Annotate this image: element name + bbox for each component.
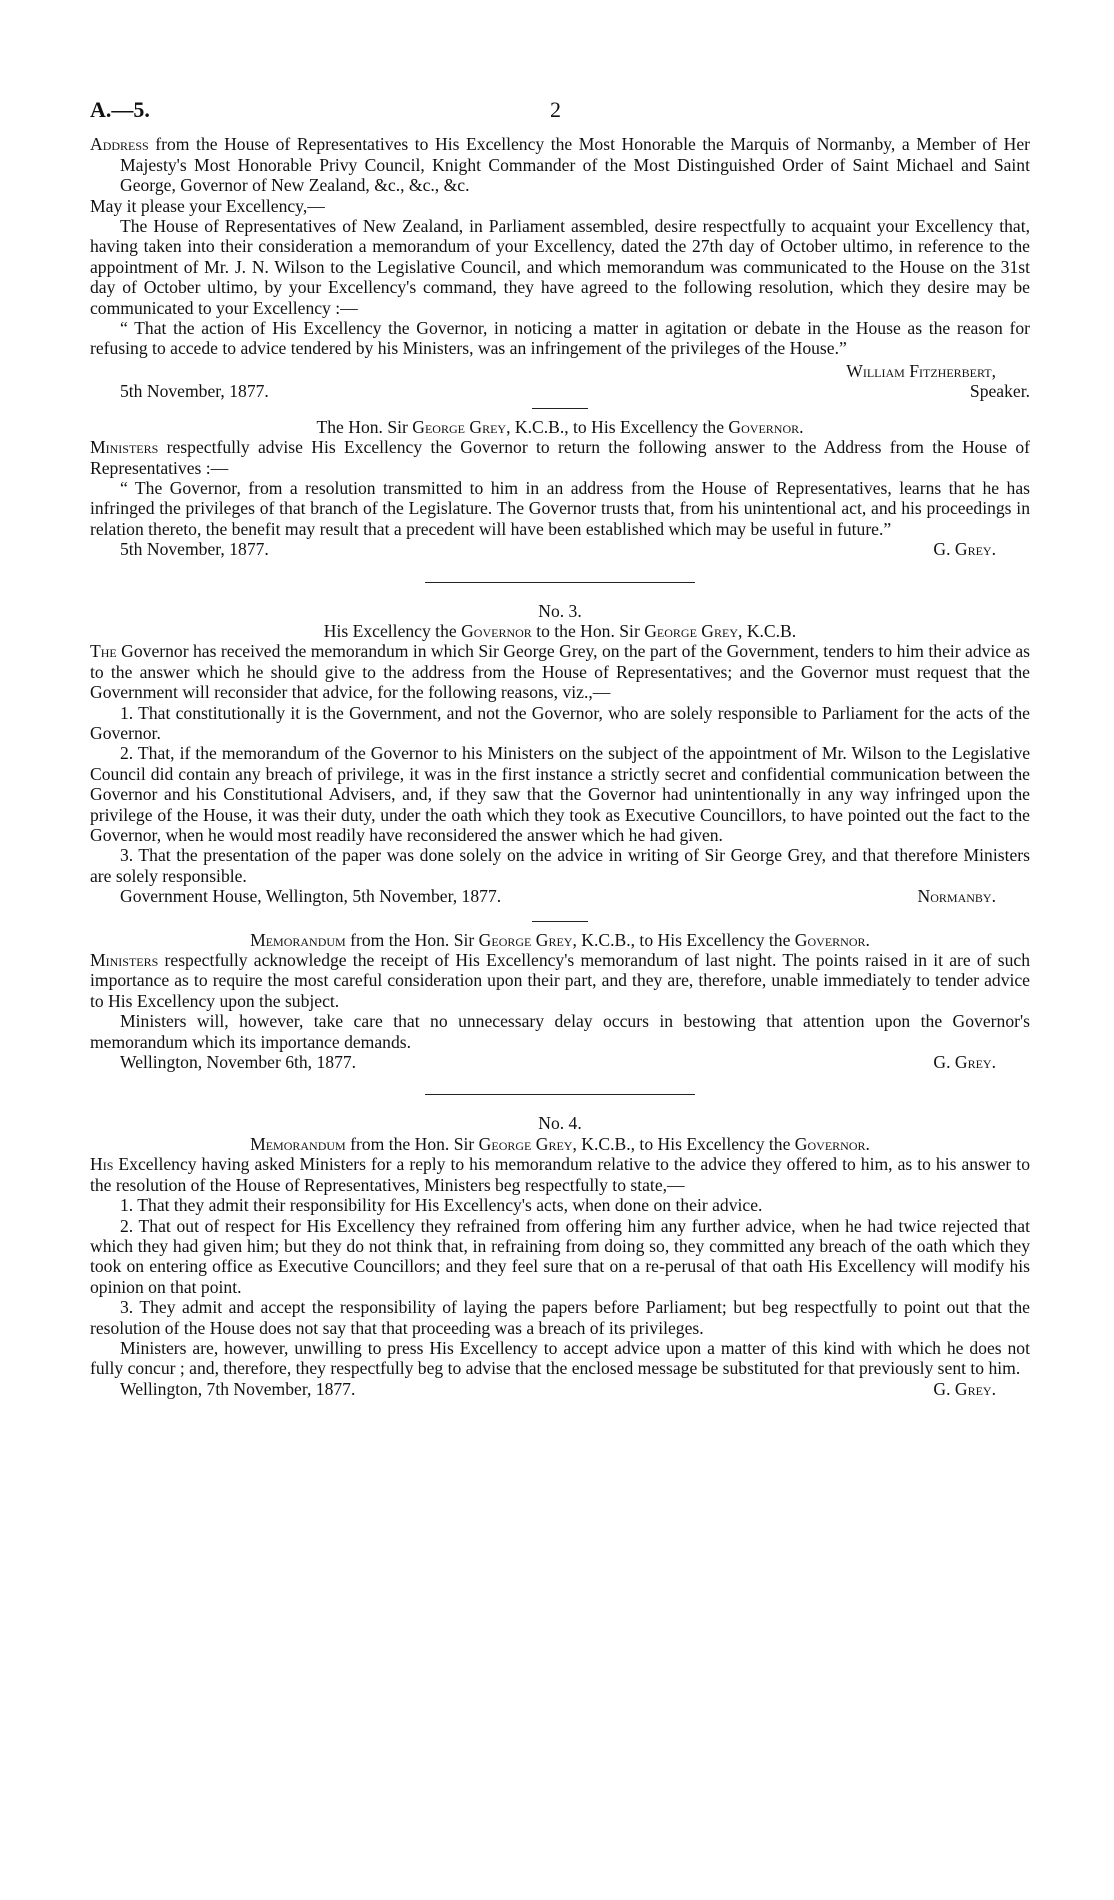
address-section <box>90 134 1030 401</box>
address-first-word: Address <box>90 134 149 155</box>
no4-signature: G. Grey. <box>933 1378 996 1399</box>
no3-number: No. 3. <box>538 600 582 621</box>
memo1-intro: Ministers respectfully advise His Excellency the Governor to return the following answer to the Address from the House of Representatives :— <box>90 437 1030 478</box>
address-signatory-title: Speaker. <box>969 381 1030 402</box>
page-number: 2 <box>550 97 561 122</box>
no3-place-date: Government House, Wellington, 5th November, 1877. <box>120 886 502 907</box>
memo1-signature: G. Grey. <box>933 539 996 560</box>
page-header <box>90 97 1030 122</box>
no3-intro: The Governor has received the memorandum in which Sir George Grey, on the part of the Government, tenders to him their advice as to the answer which he should give to the address from the House of Representatives; and the Governor must request that the Government will reconsider that advice, for the following reasons, viz.,— <box>90 641 1030 703</box>
address-heading-text: from the House of Representatives to His Excellency the Most Honorable the Marquis of Normanby, a Member of Her Majesty's Most Honorable Privy Council, Knight Commander of the Most Distinguished Order of Saint Michael and Saint George, Governor of New Zealand, &c., &c., &c. <box>120 134 1030 196</box>
memo1-heading: The Hon. Sir George Grey, K.C.B., to His Excellency the Governor. <box>316 416 804 437</box>
address-date: 5th November, 1877. <box>120 381 269 402</box>
memo2-heading: Memorandum from the Hon. Sir George Grey, K.C.B., to His Excellency the Governor. <box>250 929 870 950</box>
memo1-date-row <box>90 539 1030 559</box>
no3-signature: Normanby. <box>917 886 996 907</box>
memo2-para-2: Ministers will, however, take care that no unnecessary delay occurs in bestowing that attention upon the Governor's memorandum which its importance demands. <box>90 1011 1030 1052</box>
section-divider <box>425 582 695 583</box>
section-divider <box>532 408 588 409</box>
address-date-row <box>90 381 1030 401</box>
no4-item-3: 3. They admit and accept the responsibility of laying the papers before Parliament; but beg respectfully to point out that the resolution of the House does not say that that proceeding was a breach of its privileges. <box>90 1297 1030 1338</box>
memo1-date: 5th November, 1877. <box>120 539 269 560</box>
address-body: The House of Representatives of New Zealand, in Parliament assembled, desire respectfully to acquaint your Excellency that, having taken into their consideration a memorandum of your Excellency, dated the 27th day of October ultimo, in reference to the appointment of Mr. J. N. Wilson to the Legislative Council, and which memorandum was communicated to the House on the 31st day of October ultimo, by your Excellency's command, they have agreed to the following resolution, which they desire may be communicated to your Excellency :— <box>90 216 1030 318</box>
memo2-para-1: Ministers respectfully acknowledge the receipt of His Excellency's memorandum of last night. The points raised in it are of such importance as to require the most careful consideration upon their part, and they are, therefore, unable immediately to tender advice to His Excellency upon the subject. <box>90 950 1030 1011</box>
address-salutation: May it please your Excellency,— <box>90 195 325 216</box>
no3-item-1: 1. That constitutionally it is the Government, and not the Governor, who are solely responsible to Parliament for the acts of the Governor. <box>90 702 1030 743</box>
section-divider <box>532 921 588 922</box>
no3-date-row <box>90 886 1030 906</box>
no3-item-2: 2. That, if the memorandum of the Governor to his Ministers on the subject of the appointment of Mr. Wilson to the Legislative Council did contain any breach of privilege, it was in the first instance a strictly secret and confidential communication between the Governor and his Constitutional Advisers, and, if they saw that the Governor had unintentionally in any way infringed upon the privilege of the House, it was their duty, under the oath which they took as Executive Councillors, to have pointed out the fact to the Governor, when he would most readily have reconsidered the answer which he had given. <box>90 743 1030 845</box>
no4-item-1: 1. That they admit their responsibility for His Excellency's acts, when done on their advice. <box>120 1195 763 1216</box>
memo-acknowledgement <box>90 930 1030 1073</box>
no4-date-row <box>90 1379 1030 1399</box>
no4-section <box>90 1113 1030 1399</box>
no3-section <box>90 601 1030 907</box>
section-divider <box>425 1094 695 1095</box>
memo-ministers-advice <box>90 417 1030 560</box>
memo2-date-row <box>90 1052 1030 1072</box>
no3-heading: His Excellency the Governor to the Hon. Sir George Grey, K.C.B. <box>323 620 797 641</box>
memo2-place-date: Wellington, November 6th, 1877. <box>120 1052 357 1073</box>
no4-item-2: 2. That out of respect for His Excellency they refrained from offering him any further advice, when he had twice rejected that which they had given him; but they do not think that, in refraining from doing so, they committed any breach of the oath which they took on entering office as Executive Councillors; and they feel sure that on a re-perusal of that oath His Excellency will modify his opinion on that point. <box>90 1215 1030 1297</box>
address-signatory: William Fitzherbert, <box>846 360 996 381</box>
no4-number: No. 4. <box>538 1113 582 1134</box>
memo2-signature: G. Grey. <box>933 1052 996 1073</box>
no4-intro: His Excellency having asked Ministers for a reply to his memorandum relative to the advice they offered to him, as to his answer to the resolution of the House of Representatives, Ministers beg respectfully to state,— <box>90 1154 1030 1195</box>
address-resolution: “ That the action of His Excellency the Governor, in noticing a matter in agitation or debate in the House as the reason for refusing to accede to advice tendered by his Ministers, was an infringement of the privileges of the House.” <box>90 318 1030 359</box>
memo1-quote: “ The Governor, from a resolution transmitted to him in an address from the House of Representatives, learns that he has infringed the privileges of that branch of the Legislature. The Governor trusts that, from his unintentional act, and his proceedings in relation thereto, the benefit may result that a precedent will have been established which may be useful in future.” <box>90 477 1030 539</box>
no4-heading: Memorandum from the Hon. Sir George Grey, K.C.B., to His Excellency the Governor. <box>250 1133 870 1154</box>
no4-closing: Ministers are, however, unwilling to press His Excellency to accept advice upon a matter of this kind with which he does not fully concur ; and, therefore, they respectfully beg to advise that the enclosed message be substituted for that previously sent to him. <box>90 1337 1030 1379</box>
address-heading <box>90 134 1030 195</box>
no3-item-3: 3. That the presentation of the paper was done solely on the advice in writing of Sir George Grey, and that therefore Ministers are solely responsible. <box>90 845 1030 886</box>
page-reference: A.—5. <box>90 97 150 122</box>
no4-place-date: Wellington, 7th November, 1877. <box>120 1378 356 1399</box>
